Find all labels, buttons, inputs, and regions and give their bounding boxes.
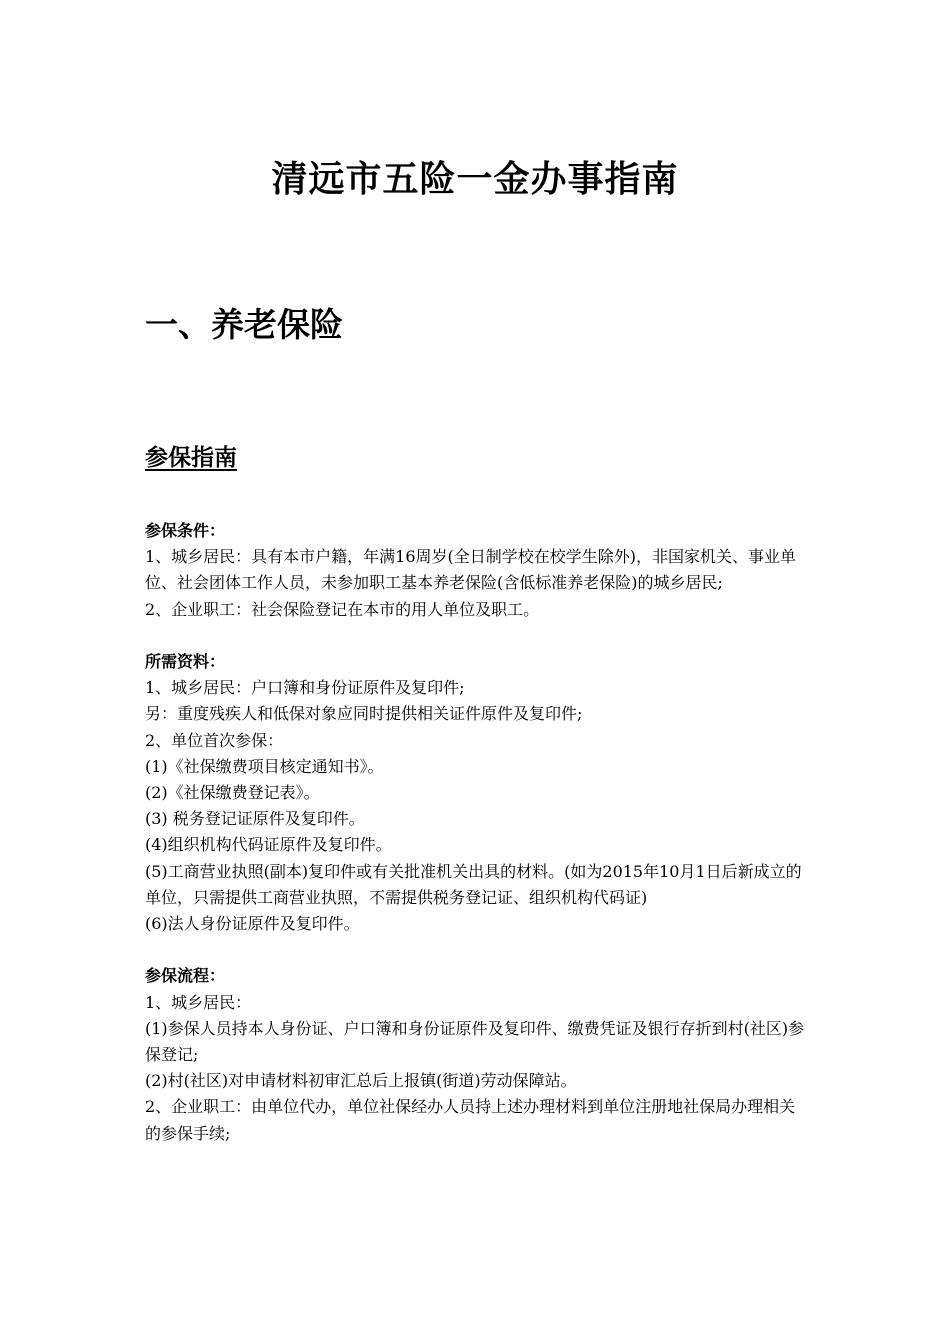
document-body (145, 518, 810, 1147)
materials-item: (1)《社保缴费项目核定通知书》。 (145, 756, 384, 776)
paragraph-gap (145, 937, 810, 963)
section-heading: 一、养老保险 (145, 305, 343, 344)
process-item: (1)参保人员持本人身份证、户口簿和身份证原件及复印件、缴费凭证及银行存折到村(社区)参保登记; (145, 1018, 805, 1065)
subsection-heading: 参保指南 (145, 445, 237, 471)
process-label: 参保流程： (145, 966, 226, 986)
materials-item: (5)工商营业执照(副本)复印件或有关批准机关出具的材料。(如为2015年10月1日后新成立的单位，只需提供工商营业执照，不需提供税务登记证、组织机构代码证) (145, 861, 802, 907)
materials-item: (6)法人身份证原件及复印件。 (145, 914, 360, 934)
materials-item: (4)组织机构代码证原件及复印件。 (145, 835, 392, 855)
materials-item: (3) 税务登记证原件及复印件。 (145, 809, 365, 829)
conditions-label: 参保条件： (145, 521, 226, 540)
materials-item: 1、城乡居民：户口簿和身份证原件及复印件; (145, 678, 465, 698)
conditions-item: 2、企业职工：社会保险登记在本市的用人单位及职工。 (145, 599, 540, 619)
process-item: 1、城乡居民： (145, 992, 252, 1012)
document-title: 清远市五险一金办事指南 (271, 159, 679, 200)
paragraph-gap (145, 623, 810, 649)
materials-item: (2)《社保缴费登记表》。 (145, 783, 320, 803)
materials-label: 所需资料： (145, 652, 226, 671)
process-item: 2、企业职工：由单位代办，单位社保经办人员持上述办理材料到单位注册地社保局办理相关的参保手续; (145, 1097, 796, 1143)
materials-item: 2、单位首次参保： (145, 730, 284, 750)
process-item: (2)村(社区)对申请材料初审汇总后上报镇(街道)劳动保障站。 (145, 1071, 577, 1091)
materials-item: 另：重度残疾人和低保对象应同时提供相关证件原件及复印件; (145, 704, 583, 724)
conditions-item: 1、城乡居民：具有本市户籍，年满16周岁(全日制学校在校学生除外)，非国家机关、事业单位、社会团体工作人员，未参加职工基本养老保险(含低标准养老保险)的城乡居民; (145, 547, 797, 593)
